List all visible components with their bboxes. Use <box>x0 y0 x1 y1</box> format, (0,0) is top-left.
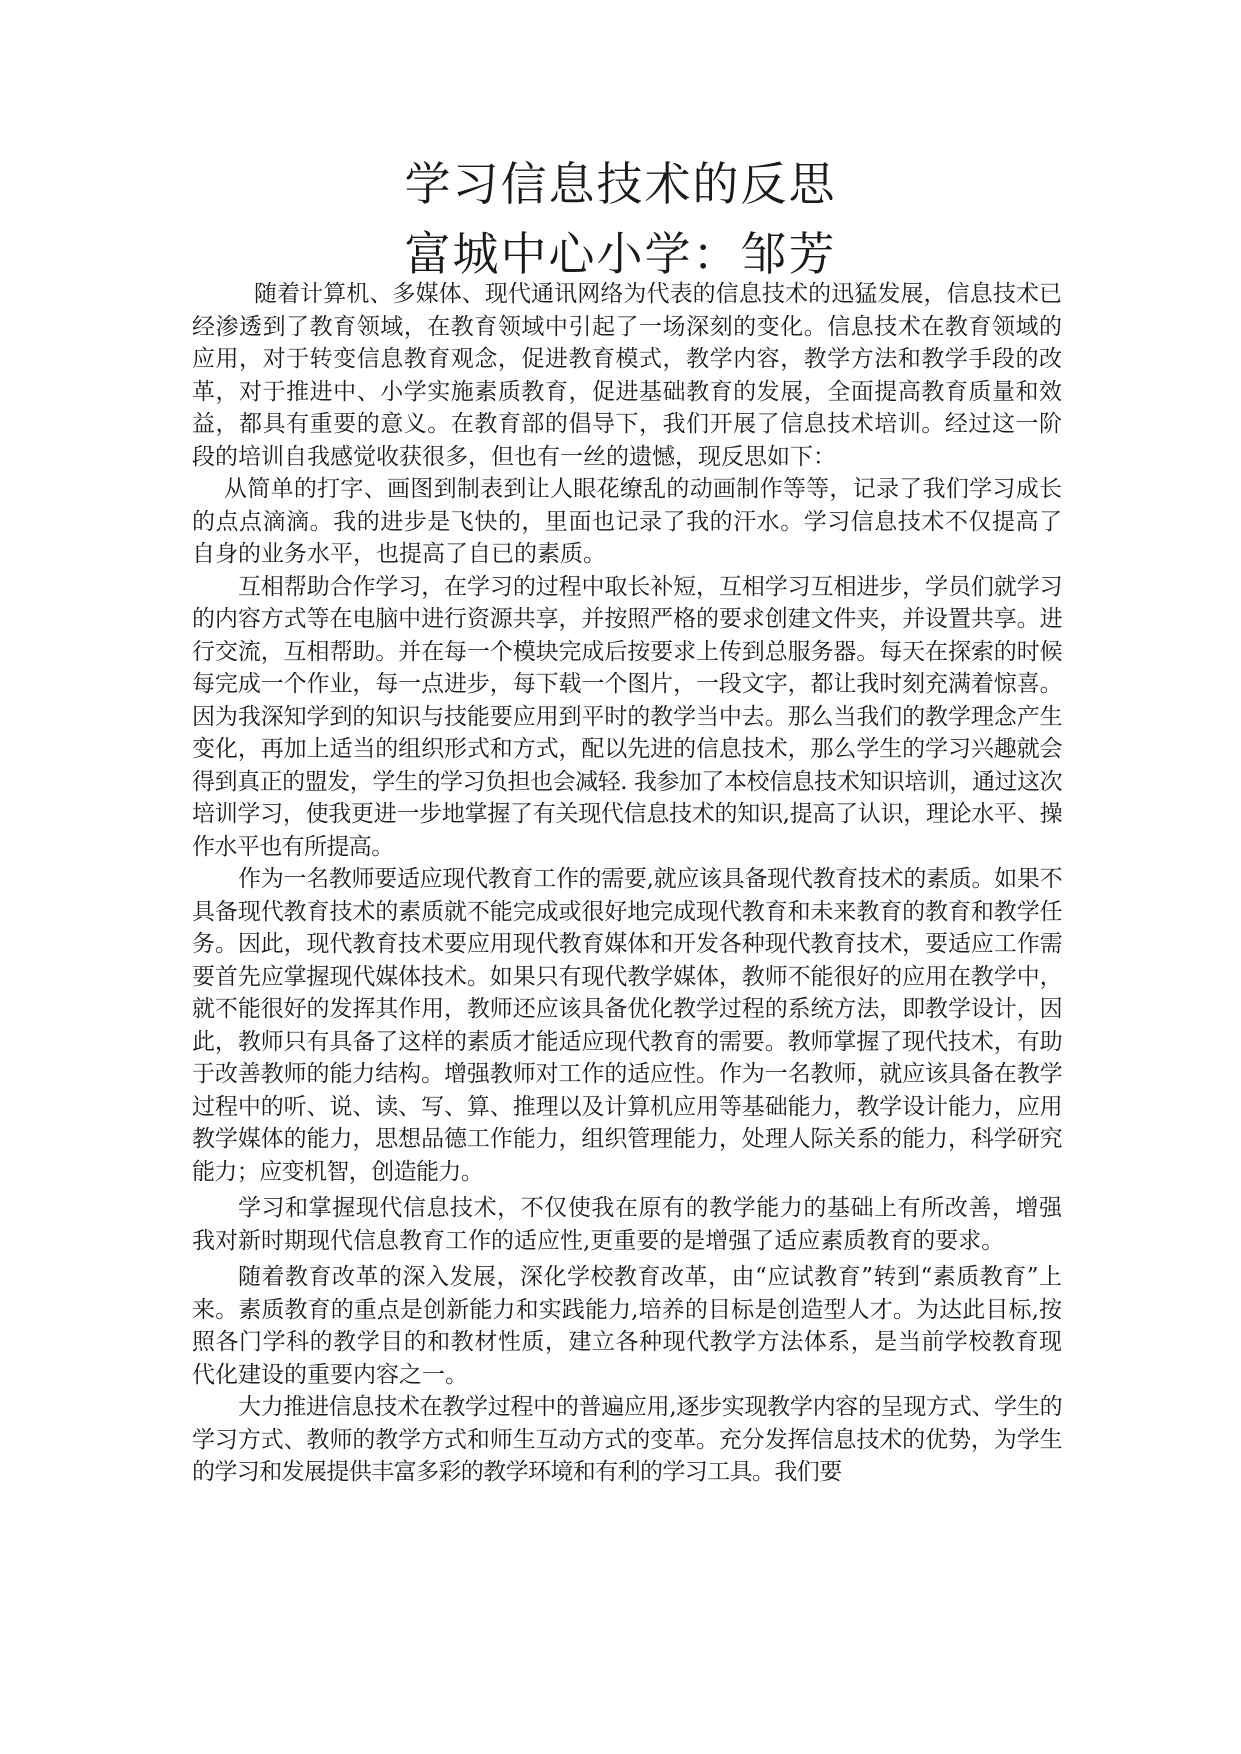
paragraph-7: 大力推进信息技术在教学过程中的普遍应用,逐步实现教学内容的呈现方式、学生的学习方式、教师的教学方式和师生互动方式的变革。充分发挥信息技术的优势，为学生的学习和发展提供丰富多彩的教学环境和有利的学习工具。我们要 <box>192 1394 1062 1485</box>
paragraph-5: 学习和掌握现代信息技术，不仅使我在原有的教学能力的基础上有所改善，增强我对新时期现代信息教育工作的适应性,更重要的是增强了适应素质教育的要求。 <box>192 1195 1062 1254</box>
document-body <box>192 278 1062 1489</box>
paragraph-4: 作为一名教师要适应现代教育工作的需要,就应该具备现代教育技术的素质。如果不具备现代教育技术的素质就不能完成或很好地完成现代教育和未来教育的教育和教学任务。因此，现代教育技术要应用现代教育媒体和开发各种现代教育技术，要适应工作需要首先应掌握现代媒体技术。如果只有现代教学媒体，教师不能很好的应用在教学中，就不能很好的发挥其作用，教师还应该具备优化教学过程的系统方法，即教学设计，因此，教师只有具备了这样的素质才能适应现代教育的需要。教师掌握了现代技术，有助于改善教师的能力结构。增强教师对工作的适应性。作为一名教师，就应该具备在教学过程中的听、说、读、写、算、推理以及计算机应用等基础能力，教学设计能力，应用教学媒体的能力，思想品德工作能力，组织管理能力，处理人际关系的能力，科学研究能力；应变机智，创造能力。 <box>192 866 1062 1185</box>
document-subtitle: 富城中心小学：邹芳 <box>404 227 837 281</box>
paragraph-2: 从简单的打字、画图到制表到让人眼花缭乱的动画制作等等，记录了我们学习成长的点点滴滴。我的进步是飞快的，里面也记录了我的汗水。学习信息技术不仅提高了自身的业务水平，也提高了自已的素质。 <box>192 476 1062 567</box>
document-title: 学习信息技术的反思 <box>404 157 837 211</box>
paragraph-6: 随着教育改革的深入发展，深化学校教育改革，由“应试教育”转到“素质教育”上来。素质教育的重点是创新能力和实践能力,培养的目标是创造型人才。为达此目标,按照各门学科的教学目的和教材性质，建立各种现代教学方法体系，是当前学校教育现代化建设的重要内容之一。 <box>192 1264 1062 1388</box>
paragraph-1: 随着计算机、多媒体、现代通讯网络为代表的信息技术的迅猛发展，信息技术已经渗透到了教育领域，在教育领域中引起了一场深刻的变化。信息技术在教育领域的应用，对于转变信息教育观念，促进教育模式，教学内容，教学方法和教学手段的改革，对于推进中、小学实施素质教育，促进基础教育的发展，全面提高教育质量和效益，都具有重要的意义。在教育部的倡导下，我们开展了信息技术培训。经过这一阶段的培训自我感觉收获很多，但也有一丝的遗憾，现反思如下： <box>192 281 1062 470</box>
paragraph-3: 互相帮助合作学习，在学习的过程中取长补短，互相学习互相进步，学员们就学习的内容方式等在电脑中进行资源共享，并按照严格的要求创建文件夹，并设置共享。进行交流，互相帮助。并在每一个模块完成后按要求上传到总服务器。每天在探索的时候每完成一个作业，每一点进步，每下载一个图片，一段文字，都让我时刻充满着惊喜。因为我深知学到的知识与技能要应用到平时的教学当中去。那么当我们的教学理念产生变化，再加上适当的组织形式和方式，配以先进的信息技术，那么学生的学习兴趣就会得到真正的盟发，学生的学习负担也会减轻. 我参加了本校信息技术知识培训，通过这次培训学习，使我更进一步地掌握了有关现代信息技术的知识,提高了认识，理论水平、操作水平也有所提高。 <box>192 573 1062 860</box>
